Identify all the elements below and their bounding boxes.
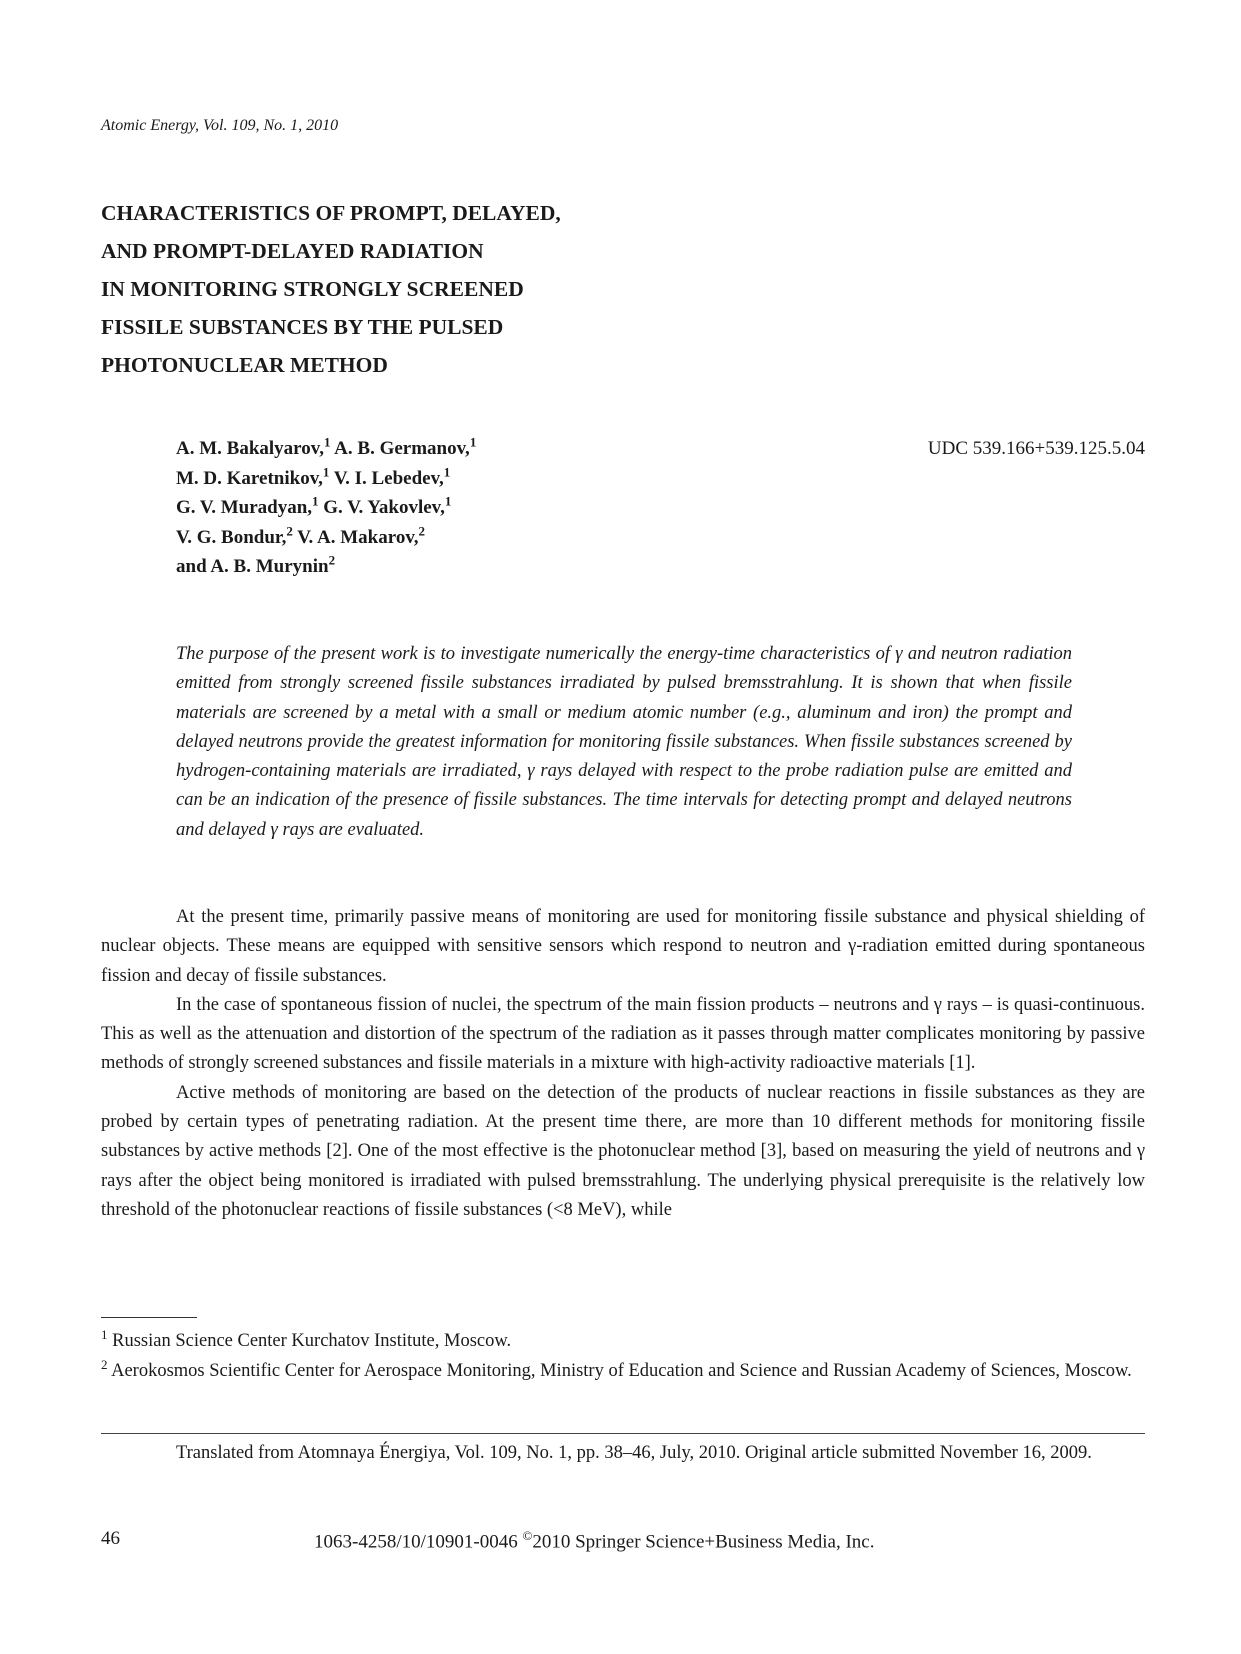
affiliation-mark: 1: [444, 493, 452, 509]
author-name: V. G. Bondur,: [176, 526, 287, 548]
author-name: and A. B. Murynin: [176, 556, 329, 577]
author-list: [176, 434, 476, 582]
body-text: [101, 903, 1145, 1225]
copyright-line: [314, 1528, 874, 1553]
author-name: G. V. Yakovlev,: [318, 497, 445, 518]
footnote-2: [101, 1350, 1158, 1386]
author-name: V. A. Makarov,: [292, 526, 419, 548]
issn-code: 1063-4258/10/10901-0046: [314, 1531, 523, 1553]
author-name: A. M. Bakalyarov,: [176, 438, 324, 459]
author-line: [176, 493, 476, 523]
author-name: M. D. Karetnikov,: [176, 467, 323, 489]
author-line: [176, 552, 476, 582]
author-line: [176, 434, 476, 464]
translation-note: Translated from Atomnaya Énergiya, Vol. 109, No. 1, pp. 38–46, July, 2010. Original article submitted November 16, 2009.: [176, 1443, 1092, 1463]
footnote-text: Russian Science Center Kurchatov Institute, Moscow.: [112, 1331, 512, 1352]
affiliation-mark: 1: [322, 464, 330, 480]
author-line: [176, 523, 476, 553]
footer-separator: [101, 1433, 1145, 1434]
title-line: AND PROMPT-DELAYED RADIATION: [101, 239, 484, 263]
affiliation-mark: 2: [286, 523, 293, 539]
affiliation-mark: 2: [418, 523, 426, 539]
affiliation-mark: 2: [328, 552, 336, 568]
footnote-text: Aerokosmos Scientific Center for Aerospace Monitoring, Ministry of Education and Science and Russian Academy of Sciences, Moscow.: [111, 1361, 1132, 1382]
page-number: 46: [101, 1528, 120, 1549]
affiliation-mark: 1: [443, 464, 451, 480]
affiliation-mark: 1: [323, 434, 331, 450]
author-name: G. V. Muradyan,: [176, 497, 313, 518]
article-title: [101, 194, 561, 384]
author-name: V. I. Lebedev,: [329, 467, 444, 489]
footnote-mark: 1: [101, 1327, 108, 1342]
title-line: PHOTONUCLEAR METHOD: [101, 353, 388, 377]
body-paragraph: Active methods of monitoring are based on the detection of the products of nuclear reactions in fissile substances as they are probed by certain types of penetrating radiation. At the present time there, are more than 10 different methods for monitoring fissile substances by active methods [2]. One of the most effective is the photonuclear method [3], based on measuring the yield of neutrons and γ rays after the object being monitored is irradiated with pulsed bremsstrahlung. The underlying physical prerequisite is the relatively low threshold of the photonuclear reactions of fissile substances (<8 MeV), while: [101, 1082, 1145, 1220]
copyright-text: 2010 Springer Science+Business Media, Inc.: [532, 1531, 875, 1553]
author-name: A. B. Germanov,: [330, 438, 470, 459]
footnote-mark: 2: [101, 1357, 108, 1372]
udc-code: UDC 539.166+539.125.5.04: [927, 438, 1145, 459]
author-line: [176, 464, 476, 494]
title-line: CHARACTERISTICS OF PROMPT, DELAYED,: [101, 201, 561, 225]
copyright-symbol: ©: [522, 1528, 533, 1543]
body-paragraph: In the case of spontaneous fission of nuclei, the spectrum of the main fission products – neutrons and γ rays – is quasi-continuous. This as well as the attenuation and distortion of the spectrum of the radiation as it passes through matter complicates monitoring by passive methods of strongly screened substances and fissile materials in a mixture with high-activity radioactive materials [1].: [101, 994, 1145, 1074]
affiliation-mark: 1: [312, 493, 319, 509]
affiliation-mark: 1: [469, 434, 477, 450]
footnote-separator: [101, 1317, 197, 1318]
title-line: IN MONITORING STRONGLY SCREENED: [101, 277, 524, 301]
journal-header: Atomic Energy, Vol. 109, No. 1, 2010: [101, 117, 339, 134]
abstract: The purpose of the present work is to investigate numerically the energy-time characteristics of γ and neutron radiation emitted from strongly screened fissile substances irradiated by pulsed bremsstrahlung. It is shown that when fissile materials are screened by a metal with a small or medium atomic number (e.g., aluminum and iron) the prompt and delayed neutrons provide the greatest information for monitoring fissile substances. When fissile substances screened by hydrogen-containing materials are irradiated, γ rays delayed with respect to the probe radiation pulse are emitted and can be an indication of the presence of fissile substances. The time intervals for detecting prompt and delayed neutrons and delayed γ rays are evaluated.: [176, 644, 1072, 840]
title-line: FISSILE SUBSTANCES BY THE PULSED: [101, 315, 504, 339]
body-paragraph: At the present time, primarily passive means of monitoring are used for monitoring fissile substance and physical shielding of nuclear objects. These means are equipped with sensitive sensors which respond to neutron and γ-radiation emitted during spontaneous fission and decay of fissile substances.: [101, 907, 1145, 986]
